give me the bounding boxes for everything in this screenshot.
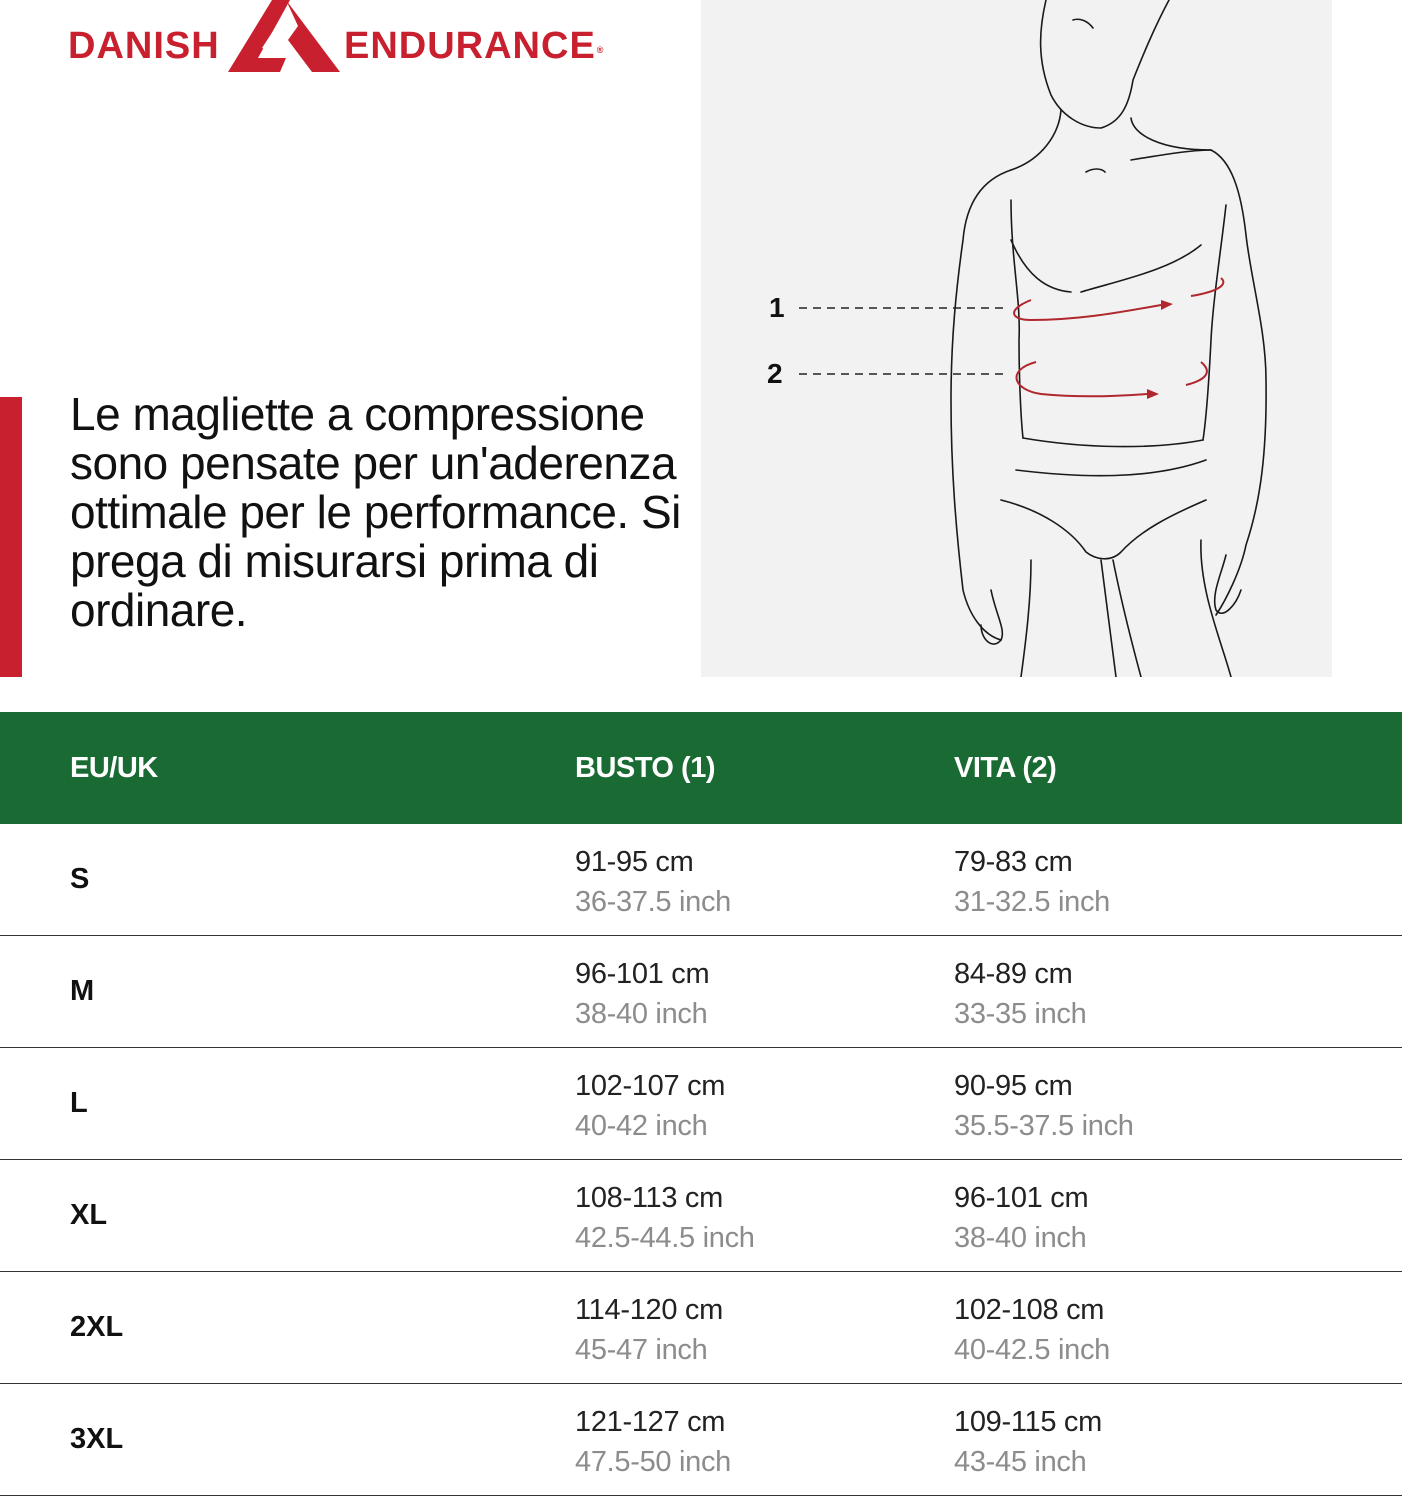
waist-cell — [954, 1402, 1102, 1482]
registered-mark: ® — [596, 45, 605, 55]
chest-cm: 102-107 cm — [575, 1070, 726, 1102]
table-row — [0, 1160, 1402, 1272]
headline-text: Le magliette a compressione sono pensate per un'aderenza ottimale per le performance. Si prega di misurarsi prima di ordinare. — [70, 388, 681, 636]
mountain-logo-icon — [228, 0, 340, 76]
waist-cm: 109-115 cm — [954, 1406, 1102, 1438]
waist-inch: 40-42.5 inch — [954, 1334, 1111, 1366]
table-row — [0, 824, 1402, 936]
waist-inch: 38-40 inch — [954, 1222, 1087, 1254]
waist-cell — [954, 954, 1086, 1034]
chest-inch: 42.5-44.5 inch — [575, 1222, 755, 1254]
table-row — [0, 1048, 1402, 1160]
chest-cm: 91-95 cm — [575, 846, 694, 878]
chest-cell — [575, 1402, 731, 1482]
body-outline-illustration — [701, 0, 1332, 677]
chest-cm: 114-120 cm — [575, 1294, 723, 1326]
logo-word-endurance-text: ENDURANCE — [344, 25, 596, 67]
marker-1-label: 1 — [769, 292, 785, 323]
waist-cm: 84-89 cm — [954, 958, 1073, 990]
chest-inch: 38-40 inch — [575, 998, 708, 1030]
header-chest: BUSTO (1) — [575, 752, 715, 784]
chest-cm: 96-101 cm — [575, 958, 710, 990]
size-label: S — [70, 863, 90, 895]
waist-cell — [954, 1178, 1088, 1258]
table-header — [0, 712, 1402, 824]
waist-inch: 33-35 inch — [954, 998, 1087, 1030]
chest-inch: 40-42 inch — [575, 1110, 708, 1142]
chest-cell — [575, 1066, 725, 1146]
size-label: 3XL — [70, 1423, 124, 1455]
table-body — [0, 824, 1402, 1496]
waist-cm: 96-101 cm — [954, 1182, 1089, 1214]
table-row — [0, 936, 1402, 1048]
waist-cm: 102-108 cm — [954, 1294, 1105, 1326]
waist-cell — [954, 842, 1110, 922]
brand-logo — [68, 0, 628, 80]
header-size: EU/UK — [70, 752, 158, 784]
size-label: L — [70, 1087, 88, 1119]
chest-cm: 108-113 cm — [575, 1182, 723, 1214]
waist-cm: 90-95 cm — [954, 1070, 1073, 1102]
table-row — [0, 1272, 1402, 1384]
chest-inch: 45-47 inch — [575, 1334, 708, 1366]
logo-word-danish: DANISH — [68, 25, 220, 67]
chest-cell — [575, 842, 731, 922]
waist-cell — [954, 1290, 1110, 1370]
waist-inch: 43-45 inch — [954, 1446, 1087, 1478]
waist-inch: 35.5-37.5 inch — [954, 1110, 1134, 1142]
chest-cell — [575, 1178, 755, 1258]
chest-cm: 121-127 cm — [575, 1406, 726, 1438]
marker-2-label: 2 — [767, 358, 783, 389]
size-label: 2XL — [70, 1311, 124, 1343]
size-label: XL — [70, 1199, 108, 1231]
header-waist: VITA (2) — [954, 752, 1057, 784]
size-table — [0, 712, 1402, 1496]
waist-inch: 31-32.5 inch — [954, 886, 1111, 918]
waist-cm: 79-83 cm — [954, 846, 1073, 878]
chest-inch: 47.5-50 inch — [575, 1446, 732, 1478]
chest-cell — [575, 1290, 723, 1370]
chest-inch: 36-37.5 inch — [575, 886, 732, 918]
waist-cell — [954, 1066, 1134, 1146]
logo-word-endurance — [344, 26, 604, 66]
chest-cell — [575, 954, 709, 1034]
size-label: M — [70, 975, 95, 1007]
accent-bar — [0, 397, 22, 677]
table-row — [0, 1384, 1402, 1496]
body-measurement-figure — [701, 0, 1332, 677]
